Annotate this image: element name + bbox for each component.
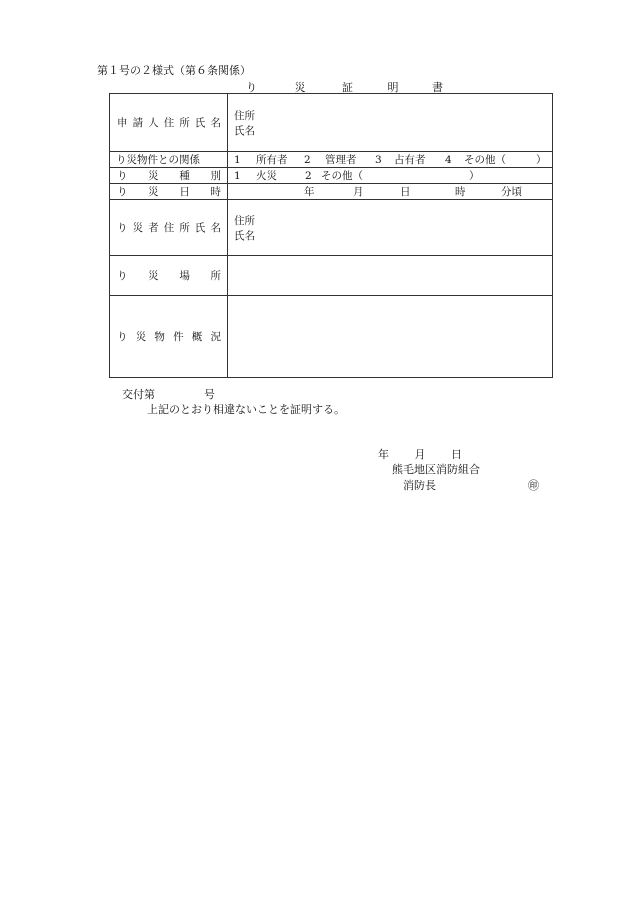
option-number: 1 — [234, 153, 241, 166]
date-year: 年 — [304, 186, 315, 198]
issue-number-prefix: 交付第 — [122, 388, 155, 401]
form-number-label: 第１号の２様式（第６条関係） — [97, 64, 251, 77]
label-char: 災 — [148, 170, 159, 182]
date-label-cell — [110, 184, 228, 200]
label-char: 者 — [148, 222, 159, 234]
label-char: り — [117, 270, 128, 282]
label-char: 所 — [179, 222, 190, 234]
place-row — [110, 256, 553, 296]
option-other-close: ） — [536, 154, 547, 166]
label-char: 災 — [132, 222, 144, 234]
organization-name: 熊毛地区消防組合 — [392, 463, 480, 476]
option-number: 2 — [305, 169, 312, 182]
label-char: 別 — [210, 170, 221, 182]
label-char: 災 — [148, 270, 159, 282]
place-label-cell — [110, 256, 228, 296]
applicant-address-label: 住所 — [234, 110, 255, 122]
summary-label — [110, 329, 227, 344]
label-char: 種 — [179, 170, 190, 182]
label-char: 住 — [163, 222, 175, 234]
date-day: 日 — [400, 186, 411, 198]
label-char: 時 — [210, 186, 221, 198]
title-char: 書 — [432, 81, 443, 94]
signature-date — [378, 446, 462, 462]
sign-year: 年 — [378, 448, 389, 461]
label-char: 人 — [148, 117, 159, 129]
option-number: 1 — [234, 169, 241, 182]
label-char: 名 — [210, 222, 221, 234]
label-char: 場 — [179, 270, 190, 282]
kind-options — [234, 168, 552, 183]
relation-options — [234, 152, 552, 167]
summary-label-cell — [110, 296, 228, 378]
victim-label-cell — [110, 200, 228, 256]
option-other: その他（ — [464, 154, 506, 166]
option-other-close: ） — [469, 170, 480, 182]
label-char: 災 — [148, 186, 159, 198]
relation-options-cell[interactable] — [228, 152, 553, 168]
place-value-cell[interactable] — [228, 256, 553, 296]
option-number: 2 — [304, 153, 311, 166]
option-number: 3 — [375, 153, 382, 166]
date-parts — [234, 184, 552, 199]
date-label — [110, 184, 227, 199]
label-char: 住 — [163, 117, 175, 129]
label-char: り — [117, 331, 128, 343]
label-char: 災 — [135, 331, 147, 343]
date-row — [110, 184, 553, 200]
applicant-label-cell — [110, 94, 228, 152]
victim-label — [110, 220, 227, 235]
date-minute: 分頃 — [501, 186, 522, 198]
date-hour: 時 — [455, 186, 466, 198]
label-char: 件 — [173, 331, 184, 343]
option-other: その他（ — [321, 170, 363, 182]
label-char: 請 — [132, 117, 144, 129]
place-label — [110, 268, 227, 283]
victim-name-label: 氏名 — [234, 230, 255, 242]
sign-month: 月 — [414, 448, 426, 461]
kind-row — [110, 168, 553, 184]
label-char: り — [117, 186, 128, 198]
option-manager: 管理者 — [325, 154, 357, 166]
label-char: 概 — [191, 331, 203, 343]
applicant-row — [110, 94, 553, 152]
label-char: 日 — [179, 186, 190, 198]
relation-label: り災物件との関係 — [116, 154, 200, 166]
victim-value-cell[interactable] — [228, 200, 553, 256]
label-char: 氏 — [194, 222, 206, 234]
applicant-name-label: 氏名 — [234, 125, 255, 137]
label-char: 況 — [210, 331, 221, 343]
option-number: 4 — [445, 153, 452, 166]
label-char: り — [117, 222, 128, 234]
kind-options-cell[interactable] — [228, 168, 553, 184]
date-value-cell[interactable] — [228, 184, 553, 200]
label-char: 氏 — [194, 117, 206, 129]
victim-row — [110, 200, 553, 256]
title-char: り — [246, 81, 257, 94]
certificate-table — [109, 93, 553, 378]
label-char: り — [117, 170, 128, 182]
issue-number-suffix: 号 — [204, 388, 215, 401]
applicant-label — [110, 115, 227, 130]
kind-label — [110, 168, 227, 183]
chief-title: 消防長 — [403, 479, 436, 492]
sign-day: 日 — [451, 448, 462, 461]
label-char: 申 — [117, 117, 128, 129]
summary-value-cell[interactable] — [228, 296, 553, 378]
option-fire: 火災 — [256, 170, 277, 182]
kind-label-cell — [110, 168, 228, 184]
label-char: 名 — [210, 117, 221, 129]
date-month: 月 — [353, 186, 364, 198]
applicant-value-cell[interactable] — [228, 94, 553, 152]
title-char: 明 — [387, 81, 399, 94]
label-char: 所 — [210, 270, 221, 282]
summary-row — [110, 296, 553, 378]
label-char: 物 — [154, 331, 165, 343]
title-char: 災 — [294, 81, 306, 94]
option-occupant: 占有者 — [394, 154, 426, 166]
title-char: 証 — [342, 81, 353, 94]
relation-row — [110, 152, 553, 168]
victim-address-label: 住所 — [234, 215, 255, 227]
seal-mark: ㊞ — [528, 479, 539, 492]
label-char: 所 — [179, 117, 190, 129]
certification-statement: 上記のとおり相違ないことを証明する。 — [147, 403, 345, 416]
relation-label-cell — [110, 152, 228, 168]
option-owner: 所有者 — [256, 154, 288, 166]
